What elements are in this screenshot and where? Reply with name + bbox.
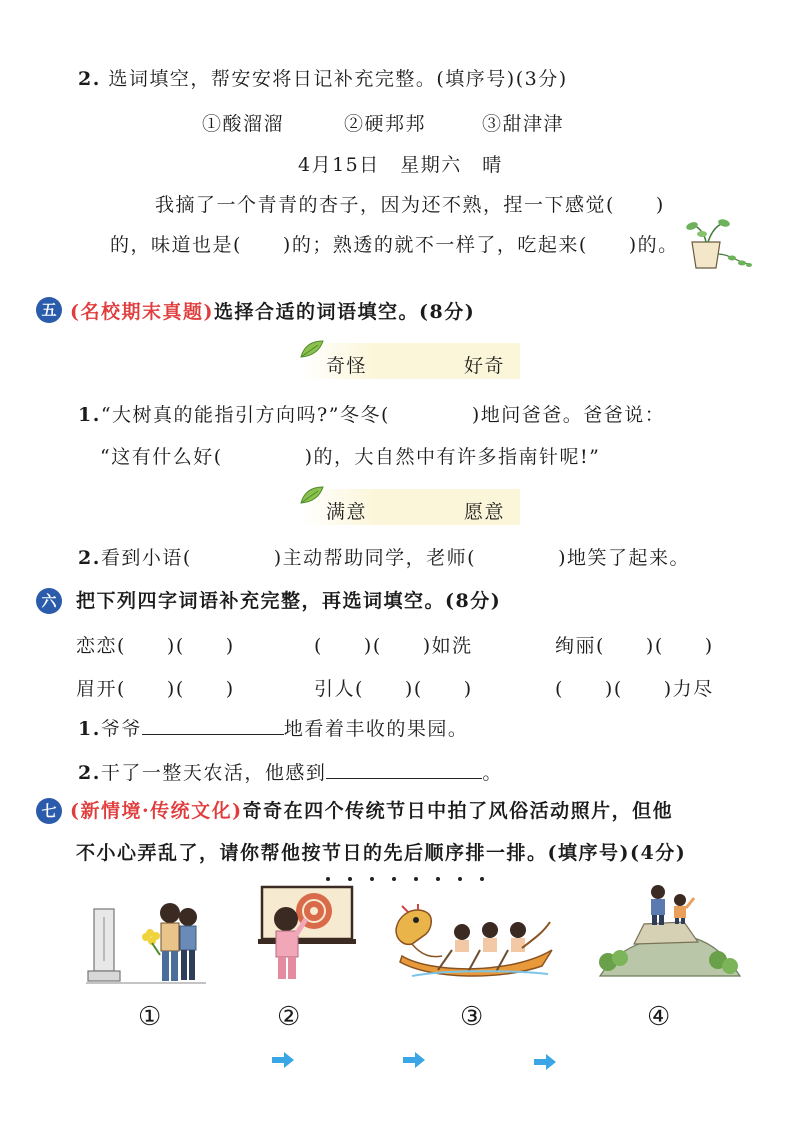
emphasis-dots: [326, 866, 502, 885]
word-option-yuanyi: 愿意: [464, 501, 506, 523]
section-6-title: 把下列四字词语补充完整，再选词填空。(8分): [76, 590, 502, 612]
order-arrow-icon-2: [403, 1052, 425, 1068]
q2-title: 2. 选词填空，帮安安将日记补充完整。(填序号)(3分): [78, 68, 568, 90]
picture-label-1: ①: [138, 1002, 162, 1032]
section-badge-5: 五: [36, 297, 62, 323]
section-7-title-line-1: (新情境·传统文化)奇奇在四个传统节日中拍了风俗活动照片，但他: [70, 800, 674, 822]
diary-date: 4月15日 星期六 晴: [298, 154, 503, 176]
s6-q1-line: 1.爷爷 地看着丰收的果园。: [78, 718, 469, 740]
s6-q2-line: 2.干了一整天农活，他感到 。: [78, 762, 503, 784]
leaf-icon: [298, 338, 326, 360]
idiom-4: 眉开( )( ): [76, 678, 235, 700]
answer-blank-2[interactable]: [326, 760, 482, 779]
s5-q1-line-1: 1.“大树真的能指引方向吗?”冬冬( )地问爸爸。爸爸说：: [78, 404, 666, 426]
leaf-icon-2: [298, 484, 326, 506]
s5-q2-line: 2.看到小语( )主动帮助同学，老师( )地笑了起来。: [78, 547, 690, 569]
order-arrow-icon-3: [534, 1054, 556, 1070]
q2-option-3: ③甜津津: [482, 113, 565, 135]
idiom-5: 引人( )( ): [314, 678, 473, 700]
idiom-2: ( )( )如洗: [314, 635, 473, 657]
q2-option-1: ①酸溜溜: [202, 113, 285, 135]
word-option-manyi: 满意: [326, 501, 368, 523]
idiom-1: 恋恋( )( ): [76, 635, 235, 657]
picture-label-2: ②: [277, 1002, 301, 1032]
mountain-climbing-icon: [594, 884, 744, 984]
section-7-title-line-2: 不小心弄乱了，请你帮他按节日的先后顺序排一排。(填序号)(4分): [76, 842, 687, 864]
idiom-6: ( )( )力尽: [555, 678, 714, 700]
answer-blank-1[interactable]: [142, 716, 284, 735]
paper-cutting-icon: [256, 885, 360, 985]
diary-line-1: 我摘了一个青青的杏子，因为还不熟，捏一下感觉( ): [155, 194, 665, 216]
dragon-boat-icon: [392, 900, 556, 980]
order-arrow-icon-1: [272, 1052, 294, 1068]
picture-label-4: ④: [647, 1002, 671, 1032]
section-7-tag: (新情境·传统文化): [70, 800, 243, 822]
s5-q1-line-2: “这有什么好( )的，大自然中有许多指南针呢!”: [100, 446, 601, 468]
diary-line-2: 的，味道也是( )的；熟透的就不一样了，吃起来( )的。: [110, 234, 679, 256]
picture-label-3: ③: [460, 1002, 484, 1032]
section-5-title: (名校期末真题)选择合适的词语填空。(8分): [70, 301, 476, 323]
word-option-qiguai: 奇怪: [326, 355, 368, 377]
potted-plant-icon: [682, 214, 754, 272]
section-5-tag: (名校期末真题): [70, 301, 214, 323]
q2-option-2: ②硬邦邦: [344, 113, 427, 135]
word-option-haoqi: 好奇: [464, 355, 506, 377]
section-badge-6: 六: [36, 588, 62, 614]
section-badge-7: 七: [36, 798, 62, 824]
tomb-sweeping-icon: [86, 895, 206, 991]
idiom-3: 绚丽( )( ): [555, 635, 714, 657]
